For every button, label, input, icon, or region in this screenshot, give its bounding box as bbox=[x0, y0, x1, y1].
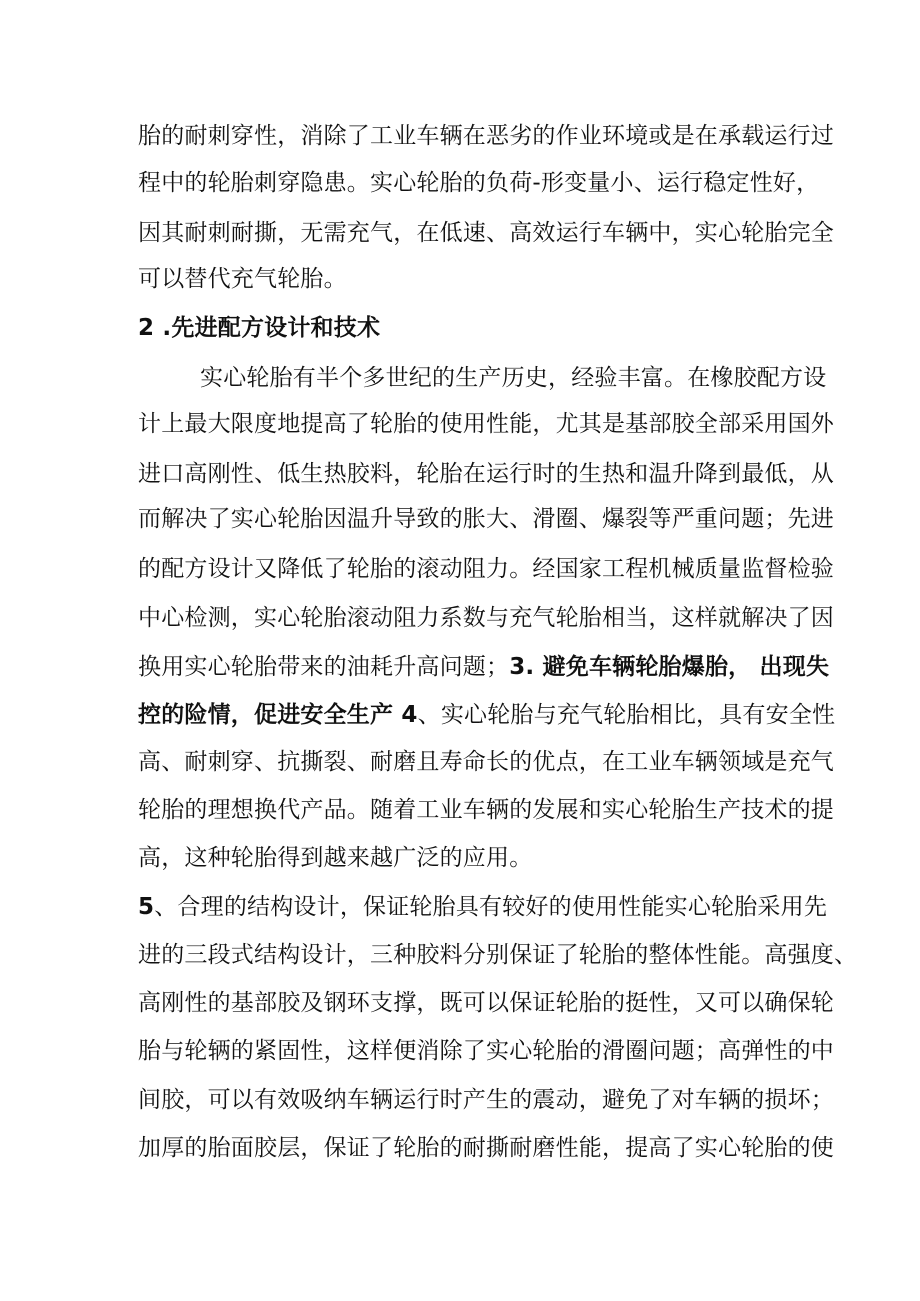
text-line bbox=[138, 795, 834, 825]
text-segment: 实心轮胎有半个多世纪的生产历史，经验丰富。在橡胶配方设 bbox=[200, 365, 827, 391]
text-segment: 程中的轮胎刺穿隐患。实心轮胎的负荷-形变量小、运行稳定性好， bbox=[138, 170, 820, 196]
text-line bbox=[138, 652, 829, 682]
text-line bbox=[138, 940, 857, 970]
text-segment: 胎的耐刺穿性，消除了工业车辆在恶劣的作业环境或是在承载运行过 bbox=[138, 123, 834, 149]
text-line bbox=[138, 554, 834, 584]
text-line bbox=[138, 504, 834, 534]
text-segment: 的配方设计又降低了轮胎的滚动阻力。经国家工程机械质量监督检验 bbox=[138, 556, 834, 582]
text-segment: 、实心轮胎与充气轮胎相比，具有安全性 bbox=[417, 702, 836, 728]
text-segment: 计上最大限度地提高了轮胎的使用性能，尤其是基部胶全部采用国外 bbox=[138, 411, 834, 437]
text-line bbox=[138, 700, 835, 730]
text-line bbox=[138, 1133, 834, 1163]
text-segment: 胎与轮辆的紧固性，这样便消除了实心轮胎的滑圈问题；高弹性的中 bbox=[138, 1038, 834, 1064]
text-line bbox=[138, 747, 834, 777]
bold-text-segment: 5 bbox=[138, 894, 155, 920]
text-segment: 进口高刚性、低生热胶料，轮胎在运行时的生热和温升降到最低，从 bbox=[138, 461, 834, 487]
text-line bbox=[138, 892, 827, 922]
text-line bbox=[138, 1036, 834, 1066]
text-segment: 高刚性的基部胶及钢环支撑，既可以保证轮胎的挺性，又可以确保轮 bbox=[138, 990, 834, 1016]
section-heading bbox=[138, 313, 380, 343]
text-segment: 间胶，可以有效吸纳车辆运行时产生的震动，避免了对车辆的损坏； bbox=[138, 1087, 834, 1113]
text-line bbox=[138, 1085, 834, 1115]
text-line bbox=[138, 168, 819, 198]
text-line bbox=[138, 843, 532, 873]
bold-text-segment: 3. 避免车辆轮胎爆胎， 出现失 bbox=[509, 654, 830, 680]
text-segment: 进的三段式结构设计，三种胶料分别保证了轮胎的整体性能。高强度、 bbox=[138, 942, 858, 968]
text-line bbox=[138, 603, 834, 633]
text-line bbox=[138, 459, 834, 489]
text-segment: 2 .先进配方设计和技术 bbox=[138, 315, 381, 341]
text-line bbox=[138, 121, 834, 151]
text-segment: 、合理的结构设计，保证轮胎具有较好的使用性能实心轮胎采用先 bbox=[154, 894, 828, 920]
text-segment: 中心检测，实心轮胎滚动阻力系数与充气轮胎相当，这样就解决了因 bbox=[138, 605, 834, 631]
text-line bbox=[138, 264, 347, 294]
text-line bbox=[200, 363, 826, 393]
text-line bbox=[138, 988, 834, 1018]
text-segment: 轮胎的理想换代产品。随着工业车辆的发展和实心轮胎生产技术的提 bbox=[138, 797, 834, 823]
bold-text-segment: 控的险情，促进安全生产 4 bbox=[138, 702, 418, 728]
text-segment: 因其耐刺耐撕，无需充气，在低速、高效运行车辆中，实心轮胎完全 bbox=[138, 220, 834, 246]
text-segment: 高，这种轮胎得到越来越广泛的应用。 bbox=[138, 845, 533, 871]
text-line bbox=[138, 409, 834, 439]
text-line bbox=[138, 218, 834, 248]
text-segment: 加厚的胎面胶层，保证了轮胎的耐撕耐磨性能，提高了实心轮胎的使 bbox=[138, 1135, 834, 1161]
text-segment: 高、耐刺穿、抗撕裂、耐磨且寿命长的优点，在工业车辆领域是充气 bbox=[138, 749, 834, 775]
text-segment: 而解决了实心轮胎因温升导致的胀大、滑圈、爆裂等严重问题；先进 bbox=[138, 506, 834, 532]
text-segment: 可以替代充气轮胎。 bbox=[138, 266, 347, 292]
text-segment: 换用实心轮胎带来的油耗升高问题； bbox=[138, 654, 510, 680]
